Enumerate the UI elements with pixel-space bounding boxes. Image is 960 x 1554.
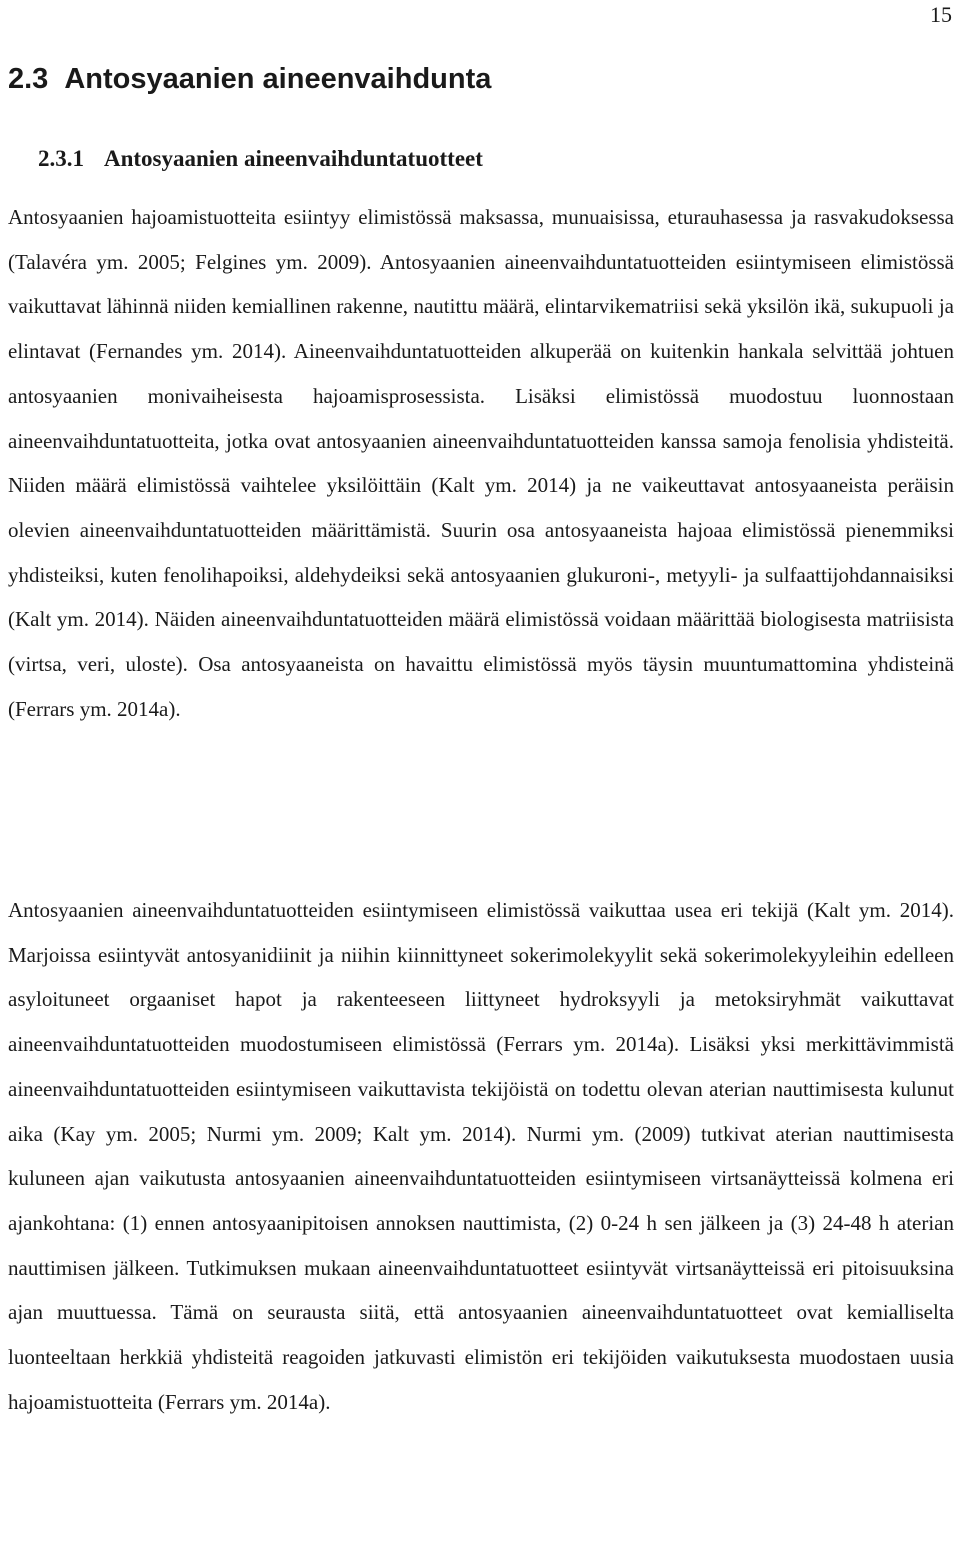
subsection-number: 2.3.1 [38,146,84,171]
body-paragraph: Antosyaanien hajoamistuotteita esiintyy elimistössä maksassa, munuaisissa, eturauhasessa ja rasvakudoksessa (Talavéra ym. 2005; Felgines ym. 2009). Antosyaanien aineenvaihduntatuotteiden esiintymiseen elimistössä vaikuttavat lähinnä niiden kemiallinen rakenne, nautittu määrä, elintarvikematriisi sekä yksilön ikä, sukupuoli ja elintavat (Fernandes ym. 2014). Aineenvaihduntatuotteiden alkuperää on kuitenkin hankala selvittää johtuen antosyaanien monivaiheisesta hajoamisprosessista. Lisäksi elimistössä muodostuu luonnostaan aineenvaihduntatuotteita, jotka ovat antosyaanien aineenvaihduntatuotteiden kanssa samoja fenolisia yhdisteitä. Niiden määrä elimistössä vaihtelee yksilöittäin (Kalt ym. 2014) ja ne vaikeuttavat antosyaaneista peräisin olevien aineenvaihduntatuotteiden määrittämistä. Suurin osa antosyaaneista hajoaa elimistössä pienemmiksi yhdisteiksi, kuten fenolihapoiksi, aldehydeiksi sekä antosyaanien glukuroni-, metyyli- ja sulfaattijohdannaisiksi (Kalt ym. 2014). Näiden aineenvaihduntatuotteiden määrä elimistössä voidaan määrittää biologisesta matriisista (virtsa, veri, uloste). Osa antosyaaneista on havaittu elimistössä myös täysin muuntumattomina yhdisteinä (Ferrars ym. 2014a). [8,205,954,721]
body-paragraph: Antosyaanien aineenvaihduntatuotteiden esiintymiseen elimistössä vaikuttaa usea eri tekijä (Kalt ym. 2014). Marjoissa esiintyvät antosyanidiinit ja niihin kiinnittyneet sokerimolekyylit sekä sokerimolekyyleihin edelleen asyloituneet orgaaniset hapot ja rakenteeseen liittyneet hydroksyyli ja metoksiryhmät vaikuttavat aineenvaihduntatuotteiden muodostumiseen elimistössä (Ferrars ym. 2014a). Lisäksi yksi merkittävimmistä aineenvaihduntatuotteiden esiintymiseen vaikuttavista tekijöistä on todettu olevan aterian nauttimisesta kulunut aika (Kay ym. 2005; Nurmi ym. 2009; Kalt ym. 2014). Nurmi ym. (2009) tutkivat aterian nauttimisesta kuluneen ajan vaikutusta antosyaanien aineenvaihduntatuotteiden esiintymiseen virtsanäytteissä kolmena eri ajankohtana: (1) ennen antosyaanipitoisen annoksen nauttimista, (2) 0-24 h sen jälkeen ja (3) 24-48 h aterian nauttimisen jälkeen. Tutkimuksen mukaan aineenvaihduntatuotteet esiintyvät virtsanäytteissä eri pitoisuuksina ajan muuttuessa. Tämä on seurausta siitä, että antosyaanien aineenvaihduntatuotteet ovat kemialliselta luonteeltaan herkkiä yhdisteitä reagoiden jatkuvasti elimistön eri tekijöiden vaikutuksesta muodostaen uusia hajoamistuotteita (Ferrars ym. 2014a). [8,898,954,1414]
subsection-title: Antosyaanien aineenvaihduntatuotteet [104,146,483,171]
section-title: Antosyaanien aineenvaihdunta [64,63,492,95]
section-number: 2.3 [8,63,49,95]
section-heading [8,62,491,96]
subsection-heading [38,144,483,174]
page-number: 15 [930,2,952,27]
